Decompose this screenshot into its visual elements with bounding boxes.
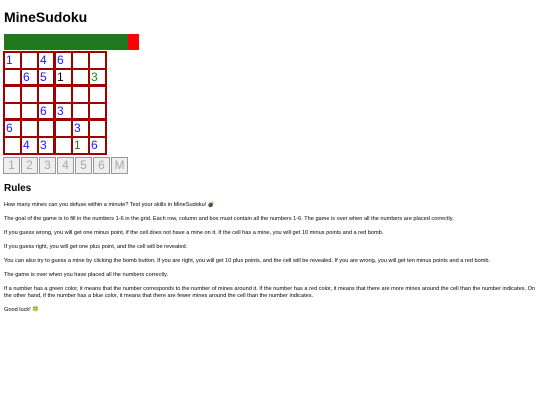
grid-cell[interactable] bbox=[38, 120, 55, 137]
grid-cell[interactable] bbox=[72, 52, 89, 69]
rules-text bbox=[4, 202, 536, 321]
grid-cell[interactable]: 1 bbox=[72, 137, 89, 154]
rules-paragraph: The goal of the game is to fill in the numbers 1-6 in the grid. Each row, column and box must contain all the numbers 1-6. The game is over when all the numbers are placed correctly. bbox=[4, 216, 454, 222]
grid-cell[interactable] bbox=[72, 103, 89, 120]
page-title: MineSudoku bbox=[4, 9, 88, 25]
grid-cell[interactable] bbox=[21, 52, 38, 69]
grid-cell[interactable] bbox=[89, 52, 106, 69]
timer-remaining bbox=[4, 34, 128, 50]
number-picker bbox=[3, 157, 129, 174]
grid-cell[interactable] bbox=[4, 103, 21, 120]
grid-cell[interactable]: 6 bbox=[55, 52, 72, 69]
number-button-1[interactable]: 1 bbox=[3, 157, 20, 174]
grid-cell[interactable] bbox=[38, 86, 55, 103]
rules-paragraph: If a number has a green color, it means that the number corresponds to the number of mines around it. If the number has a red color, it means that there are more mines around the cell than the number indicates. On the other hand, if the number has a blue color, it means that there are fewer mines around the cell than the number indicates. bbox=[4, 286, 536, 299]
rules-paragraph: The game is over when you have placed all the numbers correctly. bbox=[4, 272, 169, 278]
grid-cell[interactable] bbox=[55, 137, 72, 154]
grid-cell[interactable] bbox=[21, 103, 38, 120]
number-button-5[interactable]: 5 bbox=[75, 157, 92, 174]
grid-cell[interactable]: 6 bbox=[4, 120, 21, 137]
grid-cell[interactable] bbox=[89, 120, 106, 137]
grid-cell[interactable]: 3 bbox=[89, 69, 106, 86]
grid-cell[interactable] bbox=[21, 120, 38, 137]
grid-cell[interactable] bbox=[72, 86, 89, 103]
number-button-6[interactable]: 6 bbox=[93, 157, 110, 174]
grid-cell[interactable]: 6 bbox=[38, 103, 55, 120]
mine-button[interactable]: M bbox=[111, 157, 128, 174]
grid-cell[interactable] bbox=[4, 69, 21, 86]
grid-cell[interactable] bbox=[4, 137, 21, 154]
rules-paragraph: You can also try to guess a mine by clicking the bomb button. If you are right, you will get 10 plus points, and the cell will be revealed. If you are wrong, you will get ten minus points and a red bomb. bbox=[4, 258, 491, 264]
grid-cell[interactable]: 1 bbox=[55, 69, 72, 86]
timer-elapsed bbox=[128, 34, 139, 50]
grid-cell[interactable] bbox=[72, 69, 89, 86]
timer-bar bbox=[4, 34, 139, 50]
grid-cell[interactable]: 4 bbox=[21, 137, 38, 154]
sudoku-grid bbox=[3, 51, 107, 155]
grid-cell[interactable] bbox=[55, 86, 72, 103]
grid-cell[interactable]: 6 bbox=[89, 137, 106, 154]
grid-cell[interactable]: 4 bbox=[38, 52, 55, 69]
grid-cell[interactable] bbox=[4, 86, 21, 103]
grid-cell[interactable]: 6 bbox=[21, 69, 38, 86]
number-button-3[interactable]: 3 bbox=[39, 157, 56, 174]
rules-paragraph: If you guess right, you will get one plus point, and the cell will be revealed. bbox=[4, 244, 188, 250]
grid-cell[interactable]: 3 bbox=[55, 103, 72, 120]
grid-cell[interactable]: 5 bbox=[38, 69, 55, 86]
rules-paragraph: Good luck! 🍀 bbox=[4, 307, 40, 313]
number-button-2[interactable]: 2 bbox=[21, 157, 38, 174]
rules-heading: Rules bbox=[4, 183, 32, 194]
grid-cell[interactable]: 3 bbox=[72, 120, 89, 137]
grid-cell[interactable] bbox=[55, 120, 72, 137]
grid-cell[interactable] bbox=[21, 86, 38, 103]
grid-cell[interactable] bbox=[89, 86, 106, 103]
grid-cell[interactable] bbox=[89, 103, 106, 120]
grid-cell[interactable]: 1 bbox=[4, 52, 21, 69]
grid-cell[interactable]: 3 bbox=[38, 137, 55, 154]
rules-paragraph: How many mines can you defuse within a minute? Test your skills in MineSudoku! 💣 bbox=[4, 202, 215, 208]
number-button-4[interactable]: 4 bbox=[57, 157, 74, 174]
rules-paragraph: If you guess wrong, you will get one minus point, if the cell does not have a mine on it. If the cell has a mine, you will get 10 minus points and a red bomb. bbox=[4, 230, 384, 236]
